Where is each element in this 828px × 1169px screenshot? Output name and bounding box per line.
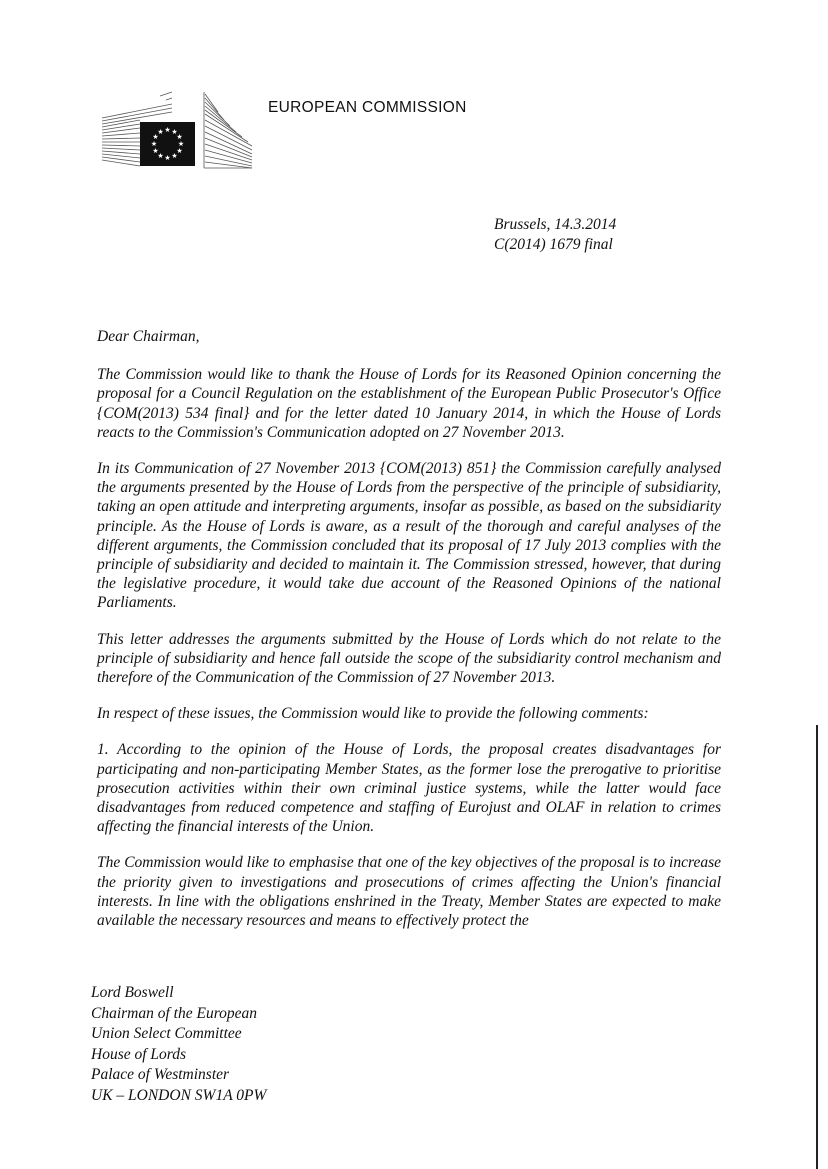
paragraph: In respect of these issues, the Commission would like to provide the following comments: bbox=[97, 705, 649, 723]
addressee-line: House of Lords bbox=[91, 1045, 187, 1063]
logo-right-wing bbox=[204, 92, 252, 168]
svg-text:★: ★ bbox=[164, 126, 171, 134]
paragraph: This letter addresses the arguments submitted by the House of Lords which do not relate to the principle of subsidiarity and hence fall outside the scope of the subsidiarity control mechanism and therefore of the Communication of the Commission of 27 November 2013. bbox=[97, 630, 721, 687]
paragraph: The Commission would like to thank the House of Lords for its Reasoned Opinion concerning the proposal for a Council Regulation on the establishment of the European Public Prosecutor's Office {COM(2013) 534 final} and for the letter dated 10 January 2014, in which the House of Lords reacts to the Commission's Communication adopted on 27 November 2013. bbox=[97, 366, 721, 441]
organization-name: EUROPEAN COMMISSION bbox=[268, 99, 467, 116]
addressee-line: Lord Boswell bbox=[91, 984, 174, 1001]
svg-text:★: ★ bbox=[176, 133, 183, 141]
scan-edge-line bbox=[816, 725, 818, 1169]
letter-body bbox=[97, 327, 721, 947]
svg-text:★: ★ bbox=[171, 128, 178, 136]
paragraph: 1. According to the opinion of the House of Lords, the proposal creates disadvantages for participating and non-participating Member States, as the former lose the prerogative to prioritise prosecution activities within their own criminal justice systems, while the latter would face disadvantages from reduced competence and staffing of Eurojust and OLAF in relation to crimes affecting the financial interests of the Union. bbox=[97, 741, 721, 836]
addressee-line: Union Select Committee bbox=[91, 1025, 242, 1043]
salutation: Dear Chairman, bbox=[97, 328, 200, 345]
european-commission-logo bbox=[100, 90, 255, 172]
svg-text:★: ★ bbox=[157, 128, 164, 136]
addressee-line: UK – LONDON SW1A 0PW bbox=[91, 1086, 267, 1104]
svg-text:★: ★ bbox=[152, 147, 159, 155]
paragraph: The Commission would like to emphasise that one of the key objectives of the proposal is to increase the priority given to investigations and prosecutions of crimes affecting the Union's financial interests. In line with the obligations enshrined in the Treaty, Member States are expected to make available the necessary resources and means to effectively protect the bbox=[97, 854, 721, 930]
svg-text:★: ★ bbox=[152, 133, 159, 141]
addressee-block bbox=[91, 983, 266, 1107]
svg-text:★: ★ bbox=[176, 147, 183, 155]
place-date: Brussels, 14.3.2014 bbox=[494, 216, 617, 233]
svg-text:★: ★ bbox=[157, 152, 164, 160]
addressee-line: Chairman of the European bbox=[91, 1004, 258, 1022]
svg-text:★: ★ bbox=[171, 152, 178, 160]
document-reference: C(2014) 1679 final bbox=[494, 236, 613, 253]
addressee-line: Palace of Westminster bbox=[91, 1066, 230, 1084]
reference-block bbox=[494, 215, 616, 255]
svg-text:★: ★ bbox=[164, 154, 171, 162]
svg-text:★: ★ bbox=[177, 140, 185, 148]
svg-text:★: ★ bbox=[150, 140, 158, 148]
paragraph: In its Communication of 27 November 2013 {COM(2013) 851} the Commission carefully analysed the arguments presented by the House of Lords from the perspective of the principle of subsidiarity, taking an open attitude and interpreting arguments, insofar as possible, as based on the subsidiarity principle. As the House of Lords is aware, as a result of the thorough and careful analyses of the different arguments, the Commission concluded that its proposal of 17 July 2013 complies with the principle of subsidiarity and decided to maintain it. The Commission stressed, however, that during the legislative procedure, it would take due account of the Reasoned Opinions of the national Parliaments. bbox=[97, 460, 721, 612]
